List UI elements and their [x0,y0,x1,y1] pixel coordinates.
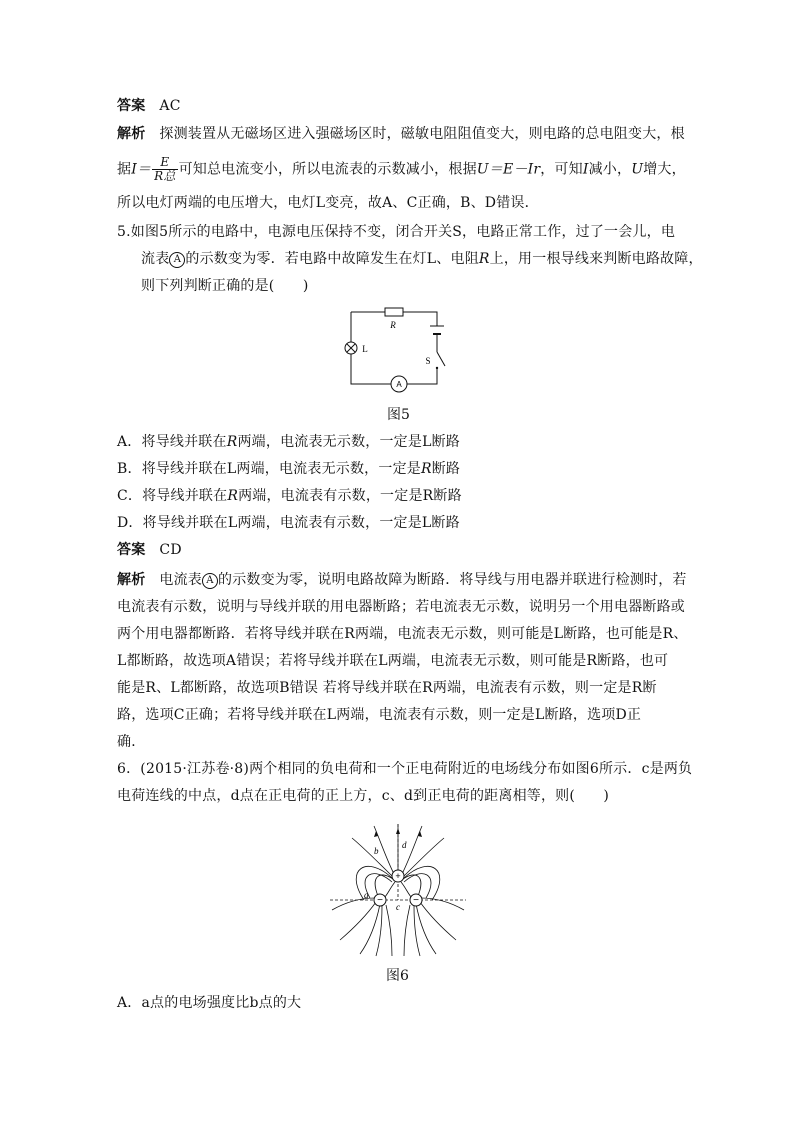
point-c-label: c [396,902,400,912]
text: 上，用一根导线来判断电路故障， [489,251,703,267]
ammeter-symbol: A [169,252,185,268]
analysis5-line-6: 路，选项C正确；若将导线并联在L两端，电流表有示数，则一定是L断路，选项D正 [117,707,642,723]
q5-option-c [117,486,462,506]
q5-option-d [117,513,460,533]
text: 可知总电流变小，所以电流表的示数减小，根据 [178,161,477,178]
var-r: R [478,251,490,267]
text: ，可知 [540,161,583,178]
var: R [420,461,432,477]
analysis-line-2 [117,156,686,183]
var: R [227,488,239,504]
analysis5-line-4: L都断路，故选项A错误；若将导线并联在L两端，电流表无示数，则可能是R断路，也可 [117,653,669,669]
point-a-label: a [364,890,369,900]
text: 流表 [141,251,170,267]
circuit-diagram [335,302,455,398]
switch-label: S [425,356,431,366]
text: 断路 [431,461,461,477]
analysis-line-1 [117,124,685,144]
q6-line-1: 6．(2015·江苏卷·8)两个相同的负电荷和一个正电荷附近的电场线分布如图6所示．c是两负 [117,761,693,777]
analysis-text: 探测装置从无磁场区进入强磁场区时，磁敏电阻阻值变大，则电路的总电阻变大，根 [159,126,685,142]
switch [437,352,445,366]
q5-option-a [117,432,460,452]
text: 据 [117,161,132,178]
q5-line-3: 则下列判断正确的是( ) [141,278,309,294]
analysis5-line-3: 两个用电器都断路．若将导线并联在R两端，电流表无示数，则可能是L断路，也可能是R、 [117,626,688,642]
analysis-label: 解析 [117,572,146,588]
electric-field-diagram [330,818,466,958]
answer-5 [117,540,182,560]
text: A．将导线并联在 [117,434,227,450]
analysis-label: 解析 [117,126,146,142]
positive-charge-sign: + [395,871,401,881]
text: 两端，电流表有示数，一定是R断路 [238,488,462,504]
fraction [152,156,177,183]
analysis-line-3: 所以电灯两端的电压增大，电灯L变亮，故A、C正确，B、D错误． [117,195,539,211]
lamp-label: L [362,344,368,354]
text: 减小， [588,161,632,178]
analysis5-line-2: 电流表有示数，说明与导线并联的用电器断路；若电流表无示数，说明另一个用电器断路或 [117,599,685,615]
fraction-numerator: E [160,155,170,169]
text: 增大， [643,161,686,178]
text: 的示数变为零．若电路中故障发生在灯L、电阻 [185,251,479,267]
resistor [385,308,403,316]
negative-charge-left-sign: − [377,895,383,906]
var-i: I [582,161,589,178]
negative-charge-right-sign: − [413,895,419,906]
answer-value: AC [159,98,181,114]
var: R [226,434,238,450]
analysis5-line-7: 确． [117,734,146,750]
ammeter-symbol: A [202,573,218,589]
q6-option-a: A．a点的电场强度比b点的大 [117,995,302,1011]
formula-lhs: I＝ [131,161,152,178]
answer-label: 答案 [117,98,146,114]
point-b-label: b [374,846,379,856]
formula-ohm: U＝E－Ir [476,161,541,178]
figure-6-caption: 图6 [386,968,409,984]
q5-option-b [117,459,460,479]
fraction-denominator: R总 [154,169,176,183]
answer-label: 答案 [117,542,146,558]
q5-line-1: 5.如图5所示的电路中，电源电压保持不变，闭合开关S，电路正常工作，过了一会儿，电 [117,224,676,240]
analysis5-line-5: 能是R、L都断路，故选项B错误 若将导线并联在R两端，电流表有示数，则一定是R断 [117,680,657,696]
point-d-label: d [402,840,407,850]
text: D．将导线并联在L两端，电流表有示数，一定是L断路 [117,515,460,531]
figure-5-caption: 图5 [387,407,410,423]
text: B．将导线并联在L两端，电流表无示数，一定是 [117,461,421,477]
analysis5-line-1 [117,570,687,590]
answer-value: CD [159,542,182,558]
q6-line-2: 电荷连线的中点，d点在正电荷的正上方，c、d到正电荷的距离相等，则( ) [117,788,610,804]
text: 的示数变为零，说明电路故障为断路．将导线与用电器并联进行检测时，若 [218,572,687,588]
switch-contact [436,367,438,369]
resistor-label: R [390,320,396,330]
text: C．将导线并联在 [117,488,228,504]
q5-line-2 [141,249,703,269]
text: 电流表 [159,572,203,588]
var-u: U [631,161,644,178]
previous-answer [117,96,181,116]
text: 两端，电流表无示数，一定是L断路 [237,434,460,450]
ammeter-label: A [396,380,402,389]
